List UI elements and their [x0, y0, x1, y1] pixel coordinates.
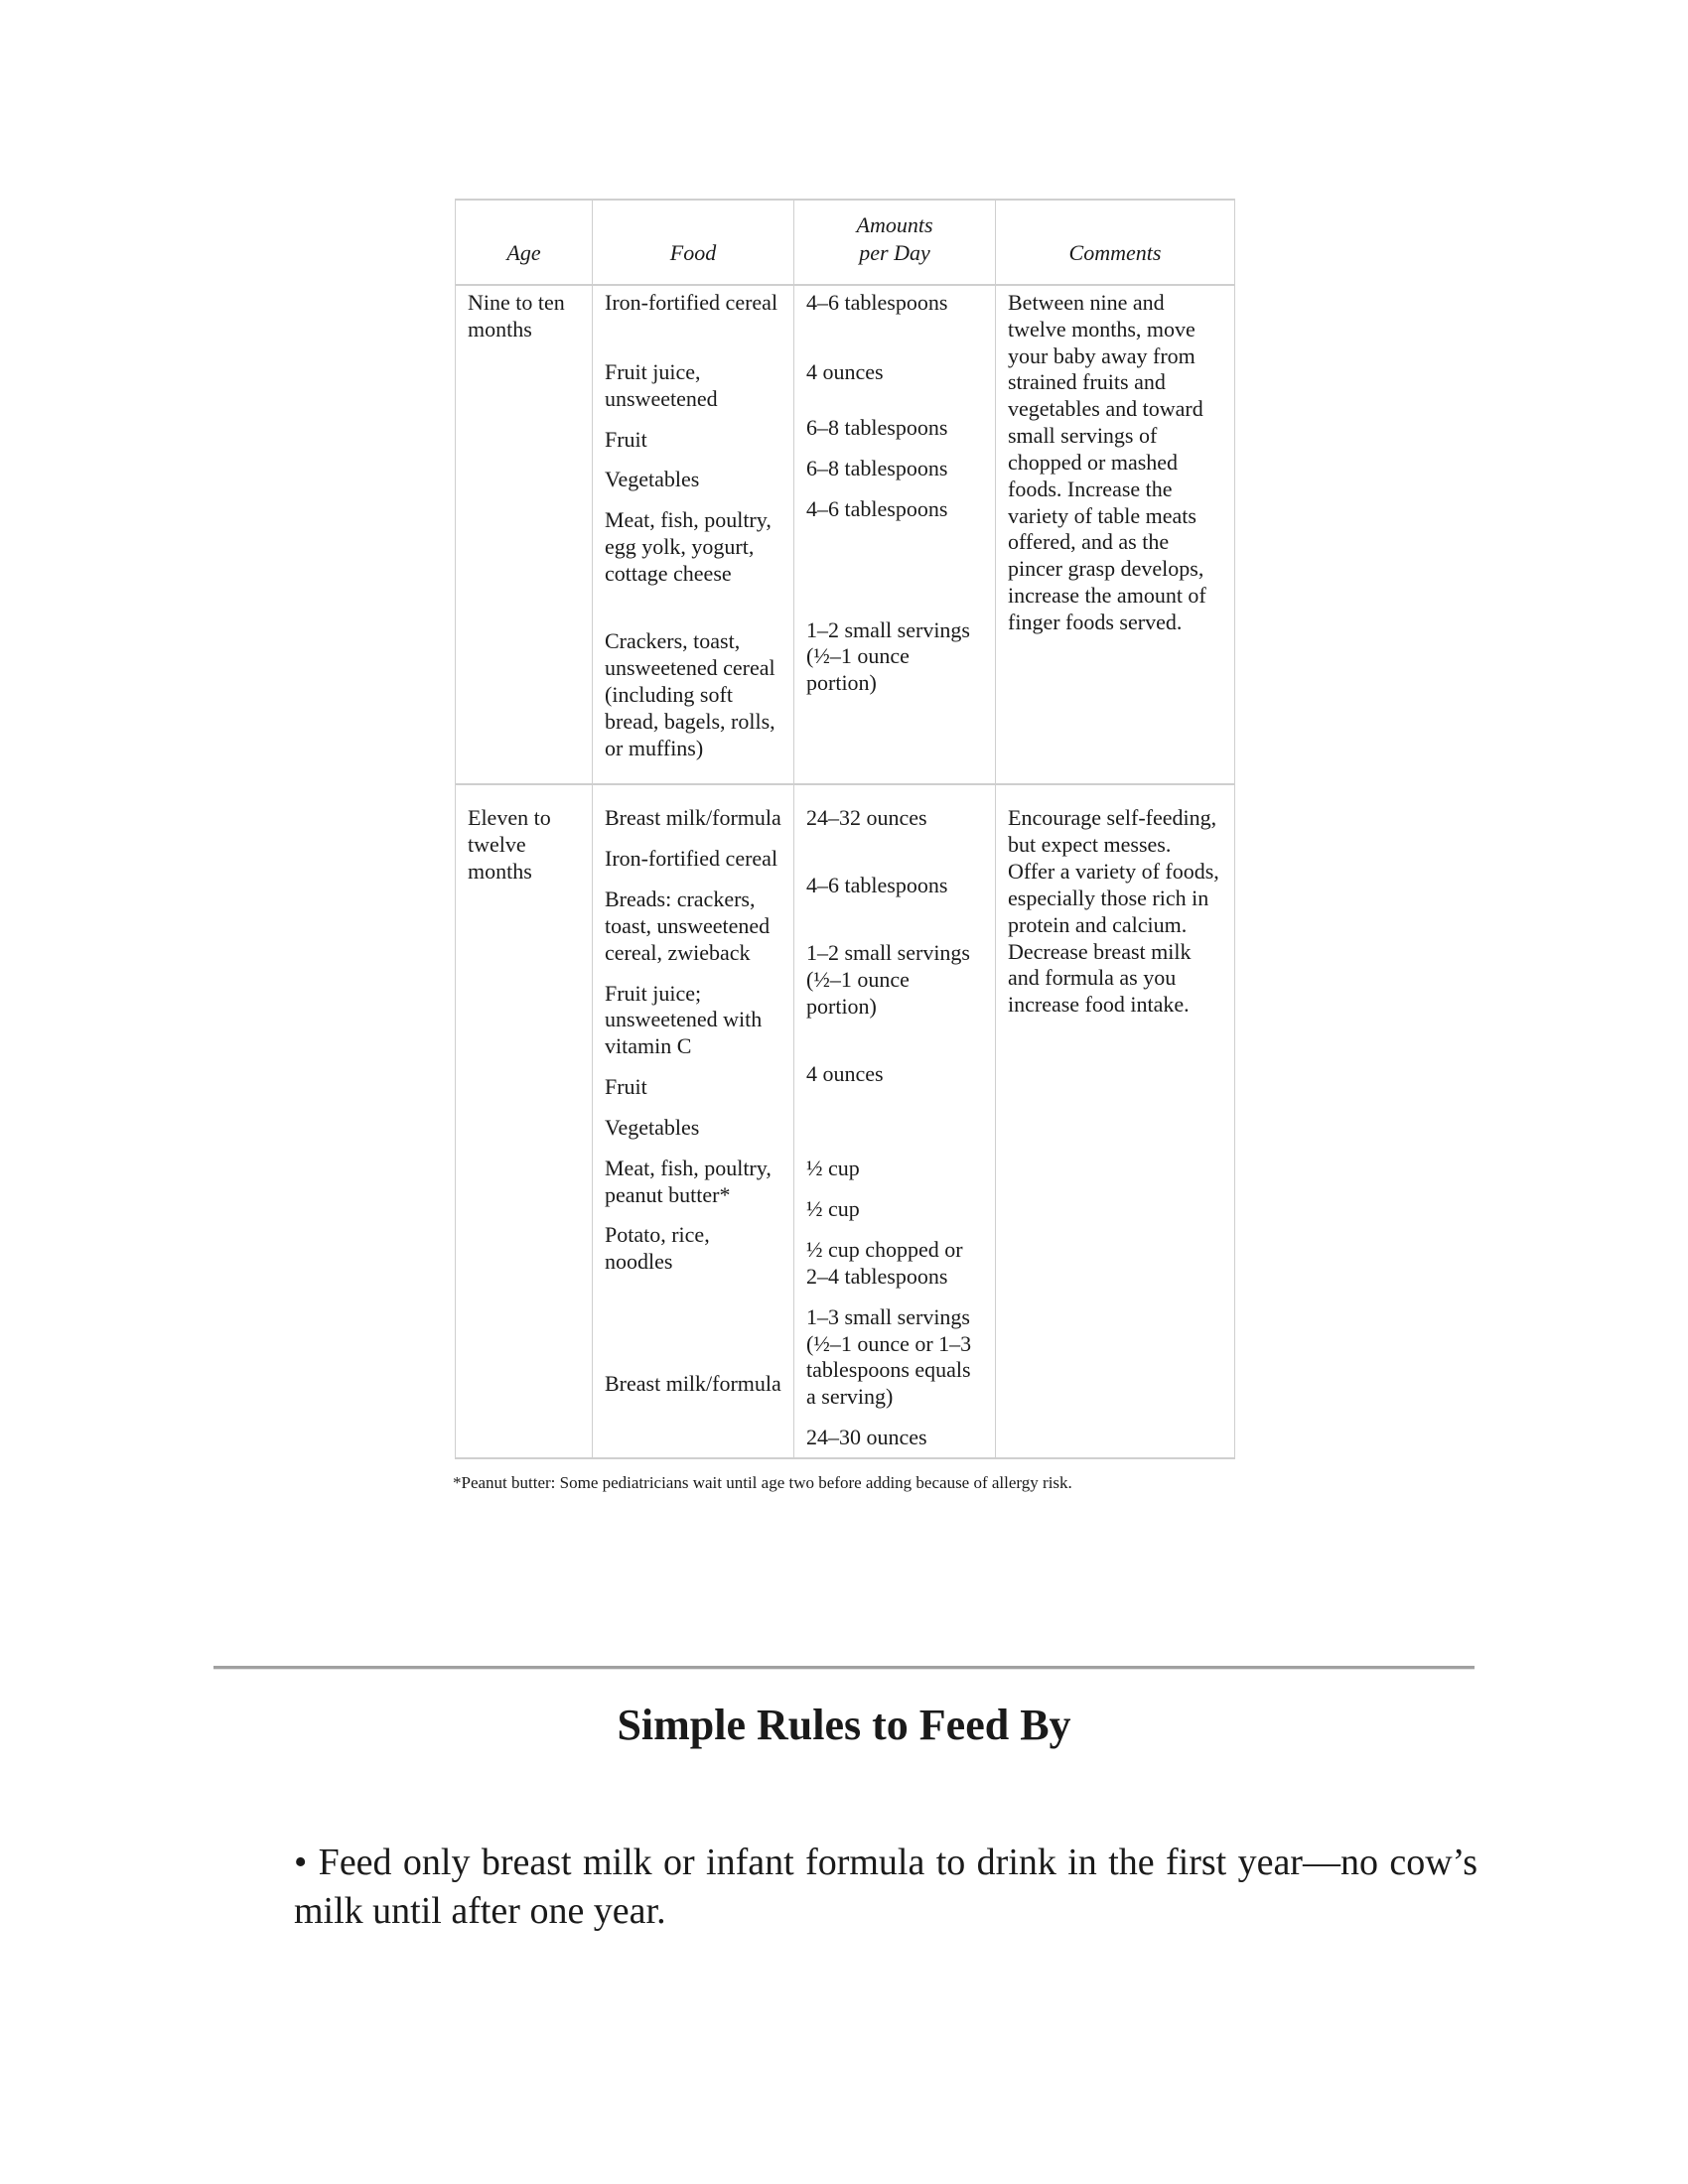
amount-item: 4 ounces	[806, 359, 884, 384]
food-item: Vegetables	[605, 467, 700, 492]
amount-item: ½ cup chopped or 2–4 tablespoons	[806, 1237, 963, 1289]
header-amounts-label: Amounts per Day	[856, 211, 933, 266]
food-cell	[593, 285, 794, 775]
food-item: Breast milk/formula	[605, 805, 781, 831]
amount-item: 24–30 ounces	[806, 1425, 927, 1450]
age-cell: Eleven to twelve months	[456, 784, 593, 1457]
header-comments: Comments	[996, 200, 1235, 285]
food-item: Potato, rice, noodles	[605, 1222, 710, 1275]
group-divider	[456, 775, 1235, 784]
table-footnote: *Peanut butter: Some pediatricians wait until age two before adding because of allergy risk.	[453, 1472, 1072, 1492]
section-divider	[213, 1666, 1475, 1670]
amount-item: 4–6 tablespoons	[806, 495, 948, 521]
table-group-nine-to-ten	[456, 285, 1235, 784]
amount-item: 1–2 small servings (½–1 ounce portion)	[806, 616, 970, 696]
table-group-eleven-to-twelve	[456, 784, 1235, 1457]
amount-item: 4 ounces	[806, 1061, 884, 1087]
food-item: Crackers, toast, unsweetened cereal (including soft bread, bagels, rolls, or muffins)	[605, 628, 775, 760]
food-item: Fruit	[605, 1074, 647, 1100]
amount-item: 6–8 tablespoons	[806, 455, 948, 480]
section-heading: Simple Rules to Feed By	[617, 1701, 1071, 1749]
food-item: Breads: crackers, toast, unsweetened cereal, zwieback	[605, 887, 771, 965]
amount-item: 4–6 tablespoons	[806, 873, 948, 898]
amount-cell	[794, 784, 996, 1457]
amount-item: ½ cup	[806, 1156, 860, 1181]
amount-item: 1–2 small servings (½–1 ounce portion)	[806, 940, 970, 1020]
food-item: Fruit	[605, 426, 647, 452]
header-amounts	[794, 200, 996, 285]
feeding-table-figure	[455, 199, 1234, 1493]
table-row	[456, 285, 1235, 775]
food-item: Fruit juice; unsweetened with vitamin C	[605, 980, 763, 1059]
food-item: Iron-fortified cereal	[605, 290, 778, 315]
comment-cell: Between nine and twelve months, move your baby away from strained fruits and vegetables and toward small servings of chopped or mashed foods. Increase the variety of table meats offered, and as the pincer grasp develops, increase the amount of finger foods served.	[996, 285, 1235, 775]
amount-item: 1–3 small servings (½–1 ounce or 1–3 tablespoons equals a serving)	[806, 1303, 972, 1410]
header-age: Age	[456, 200, 593, 285]
food-item: Meat, fish, poultry, peanut butter*	[605, 1155, 772, 1207]
amount-item: ½ cup	[806, 1196, 860, 1222]
food-item: Breast milk/formula	[605, 1371, 781, 1397]
amount-cell	[794, 285, 996, 775]
food-item: Fruit juice, unsweetened	[605, 359, 718, 411]
header-food: Food	[593, 200, 794, 285]
bullet-point: • Feed only breast milk or infant formula to drink in the first year—no cow’s milk until after one year.	[294, 1842, 1477, 1932]
feeding-table	[455, 199, 1235, 1459]
amount-item: 24–32 ounces	[806, 805, 927, 831]
comment-cell: Encourage self-feeding, but expect messes. Offer a variety of foods, especially those rich in protein and calcium. Decrease breast milk and formula as you increase food intake.	[996, 784, 1235, 1457]
table-header-row	[456, 200, 1235, 285]
amount-item: 6–8 tablespoons	[806, 415, 948, 440]
food-item: Vegetables	[605, 1114, 700, 1140]
age-cell: Nine to ten months	[456, 285, 593, 775]
table-row	[456, 784, 1235, 1457]
food-item: Meat, fish, poultry, egg yolk, yogurt, cottage cheese	[605, 507, 772, 586]
amount-item: 4–6 tablespoons	[806, 290, 948, 315]
food-cell	[593, 784, 794, 1457]
food-item: Iron-fortified cereal	[605, 846, 778, 872]
